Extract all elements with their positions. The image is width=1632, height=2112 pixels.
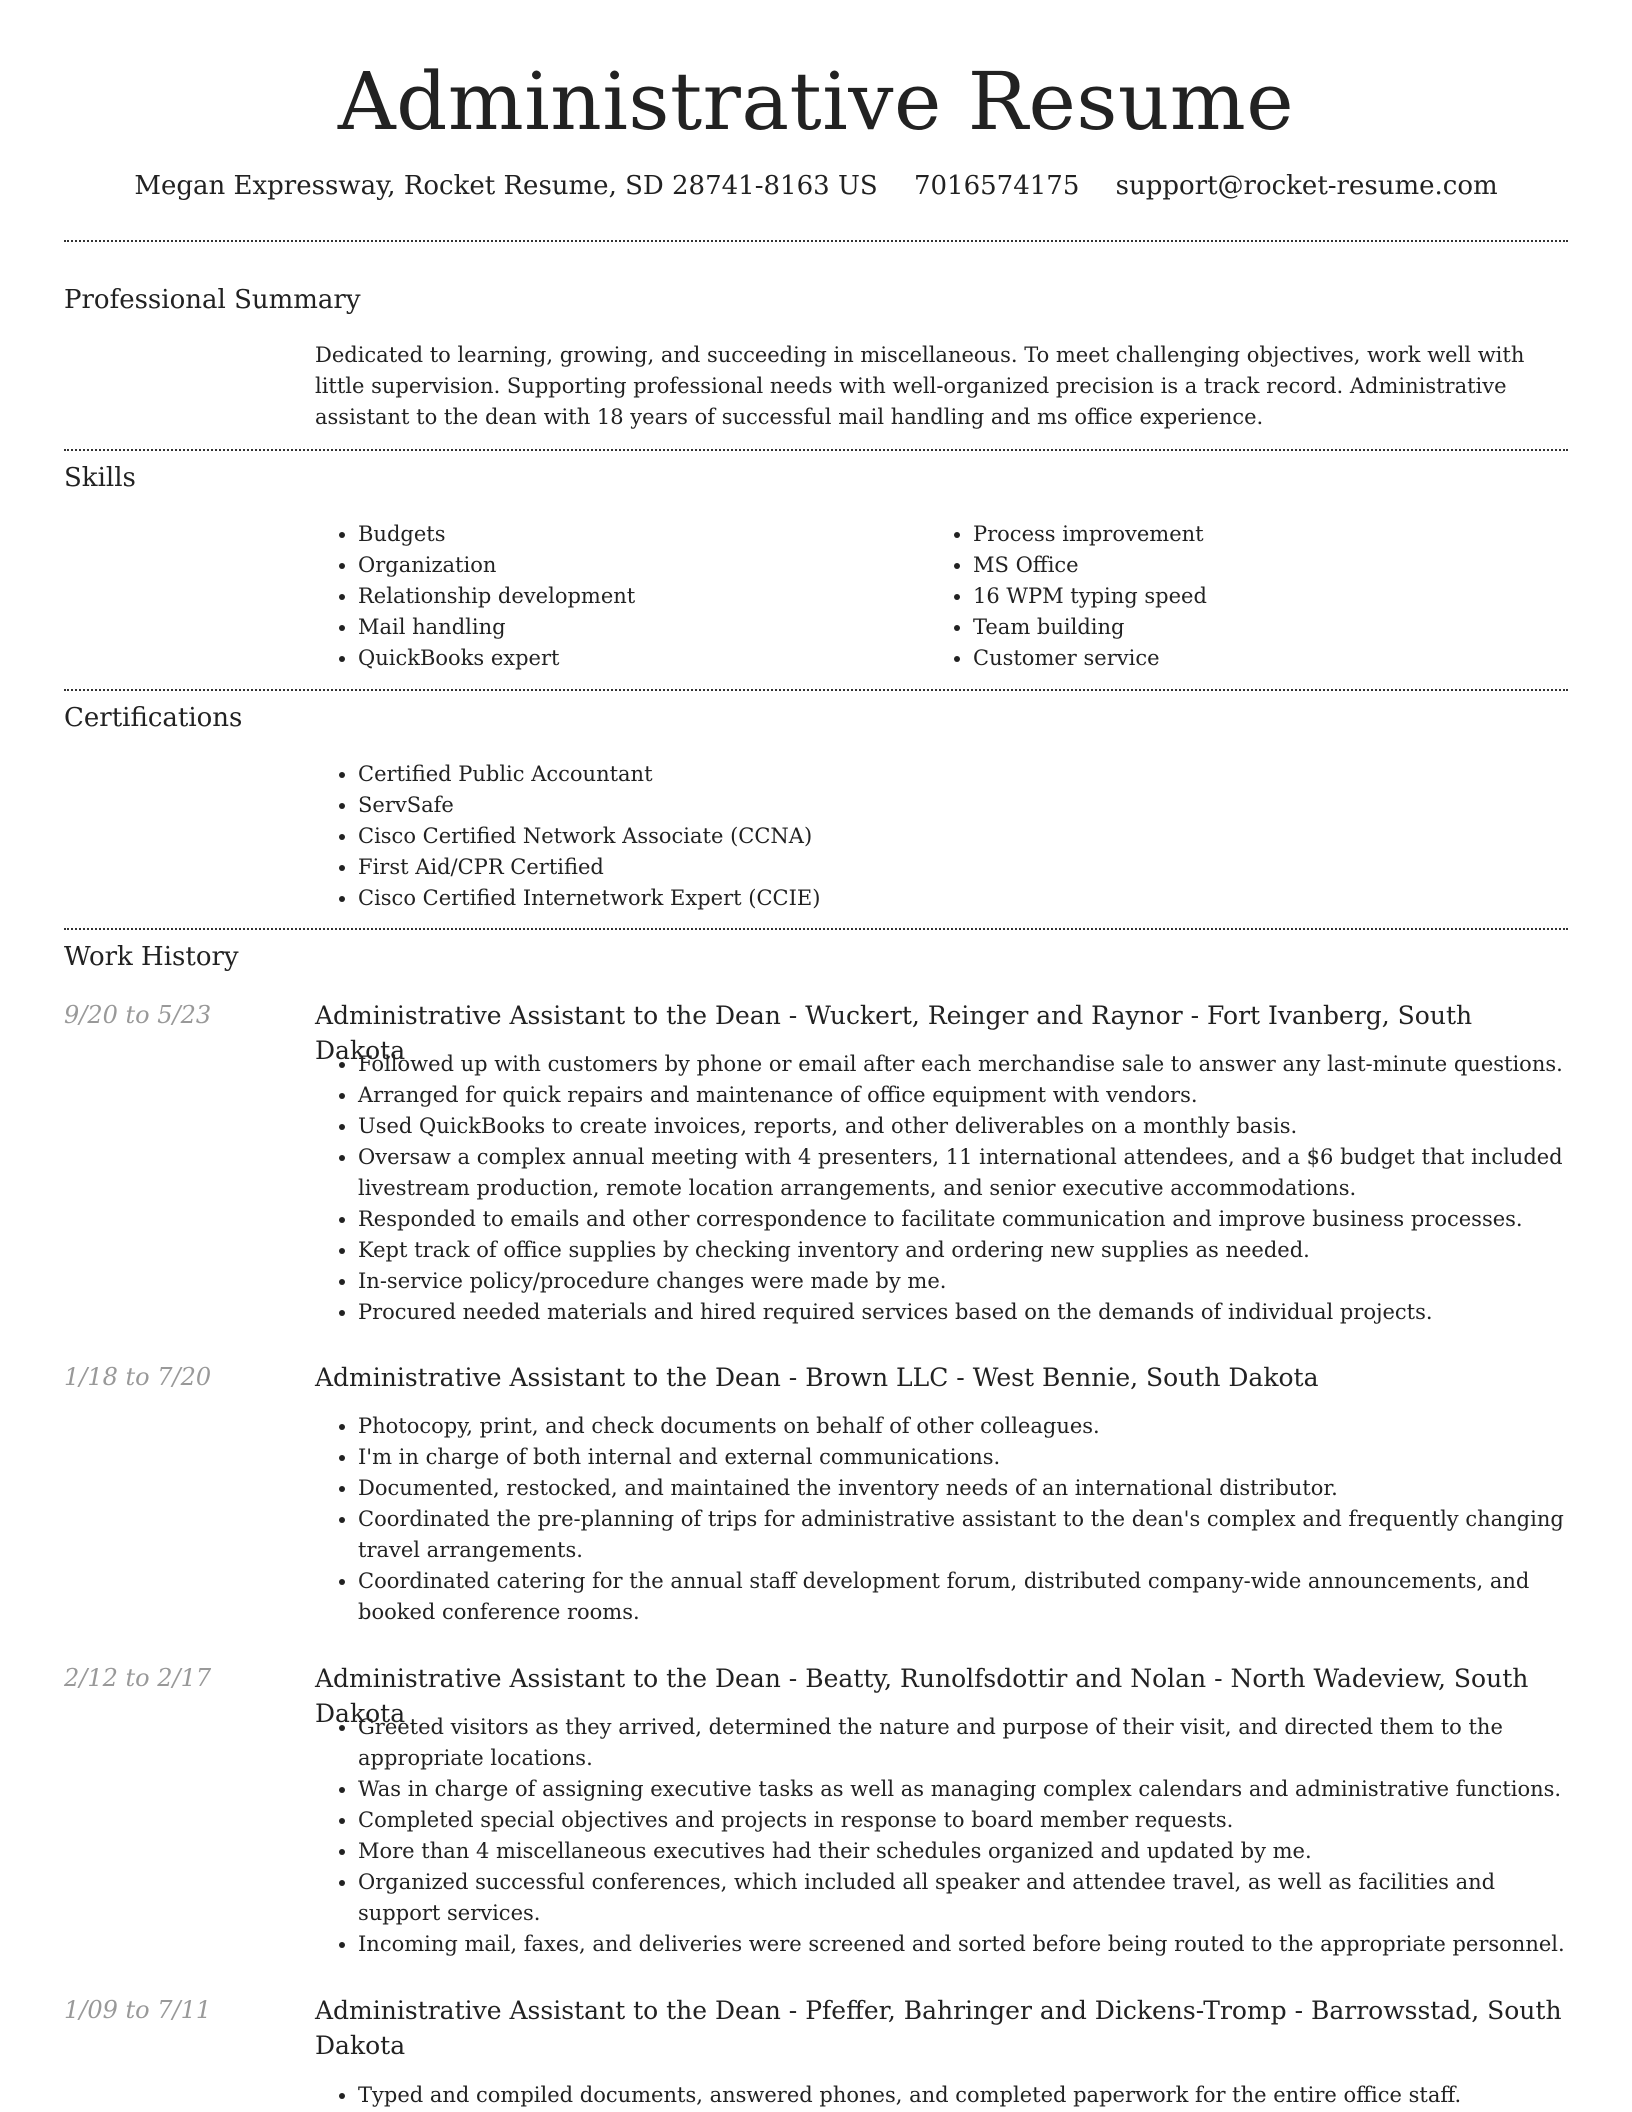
job-title: Administrative Assistant to the Dean - Brown LLC - West Bennie, South Dakota [315,1363,1319,1392]
divider [64,240,1568,242]
skill-item: • Organization [358,550,875,581]
job-duty-item: • Greeted visitors as they arrived, determined the nature and purpose of their visit, and directed them to the appropriate locations. [358,1712,1570,1774]
certifications-heading: Certifications [64,703,243,733]
job-title: Administrative Assistant to the Dean - Wuckert, Reinger and Raynor - Fort Ivanberg, South Dakota [315,1001,1473,1065]
contact-email: support@rocket-resume.com [1115,171,1498,201]
job-duty-item: • Photocopy, print, and check documents on behalf of other colleagues. [358,1411,1570,1442]
certification-item: • First Aid/CPR Certified [358,852,1215,883]
skill-item: • QuickBooks expert [358,643,875,674]
resume-title: Administrative Resume [337,55,1295,148]
job-duty-item: • Used QuickBooks to create invoices, reports, and other deliverables on a monthly basis. [358,1111,1570,1142]
job-title: Administrative Assistant to the Dean - Pfeffer, Bahringer and Dickens-Tromp - Barrowsstad, South Dakota [315,1996,1562,2060]
skills-left-column [315,519,875,674]
job-duty-item: • Organized successful conferences, which included all speaker and attendee travel, as well as facilities and support services. [358,1867,1570,1929]
certification-item: • Cisco Certified Network Associate (CCNA) [358,821,1215,852]
skill-item: • MS Office [973,550,1490,581]
job-duty-item: • Procured needed materials and hired required services based on the demands of individual projects. [358,1297,1570,1328]
job-duty-item: • Arranged for quick repairs and maintenance of office equipment with vendors. [358,1080,1570,1111]
job-duty-item: • Coordinated catering for the annual staff development forum, distributed company-wide announcements, and booked conference rooms. [358,1566,1570,1628]
job-duty-item: • Followed up with customers by phone or email after each merchandise sale to answer any last-minute questions. [358,1049,1570,1080]
job-duty-item: • Completed special objectives and projects in response to board member requests. [358,1805,1570,1836]
contact-phone: 7016574175 [913,171,1080,201]
divider [64,449,1568,451]
contact-line [0,168,1632,204]
contact-address: Megan Expressway, Rocket Resume, SD 28741-8163 US [134,171,878,201]
work-history-heading: Work History [64,942,239,972]
job-duties [315,1712,1570,1960]
job-duty-item: • Was in charge of assigning executive tasks as well as managing complex calendars and administrative functions. [358,1774,1570,1805]
divider [64,689,1568,691]
job-date: 1/18 to 7/20 [64,1363,212,1391]
skill-item: • Process improvement [973,519,1490,550]
job-duty-item: • Incoming mail, faxes, and deliveries were screened and sorted before being routed to the appropriate personnel. [358,1929,1570,1960]
job-duties [315,1411,1570,1628]
job-date: 9/20 to 5/23 [64,1001,212,1029]
job-duty-item: • More than 4 miscellaneous executives had their schedules organized and updated by me. [358,1836,1570,1867]
skill-item: • Budgets [358,519,875,550]
job-duties [315,1049,1570,1328]
job-duty-item: • Oversaw a complex annual meeting with 4 presenters, 11 international attendees, and a $6 budget that included livestream production, remote location arrangements, and senior executive accommodations. [358,1142,1570,1204]
skill-item: • Relationship development [358,581,875,612]
summary-heading: Professional Summary [64,285,361,315]
certification-item: • ServSafe [358,790,1215,821]
job-duty-item: • Coordinated the pre-planning of trips for administrative assistant to the dean's complex and frequently changing travel arrangements. [358,1504,1570,1566]
divider [64,928,1568,930]
job-duty-item: • Responded to emails and other correspondence to facilitate communication and improve business processes. [358,1204,1570,1235]
skills-heading: Skills [64,463,136,493]
job-duty-item: • Documented, restocked, and maintained the inventory needs of an international distributor. [358,1473,1570,1504]
skills-right-column [930,519,1490,674]
job-duties [315,2080,1570,2111]
summary-text: Dedicated to learning, growing, and succeeding in miscellaneous. To meet challenging objectives, work well with little supervision. Supporting professional needs with well-organized precision is a track record. Administrative assistant to the dean with 18 years of successful mail handling and ms office experience. [315,343,1525,429]
job-duty-item: • Typed and compiled documents, answered phones, and completed paperwork for the entire office staff. [358,2080,1570,2111]
job-date: 2/12 to 2/17 [64,1664,212,1692]
certifications-list [315,759,1215,914]
job-duty-item: • In-service policy/procedure changes were made by me. [358,1266,1570,1297]
certification-item: • Certified Public Accountant [358,759,1215,790]
skill-item: • Team building [973,612,1490,643]
job-duty-item: • I'm in charge of both internal and external communications. [358,1442,1570,1473]
job-date: 1/09 to 7/11 [64,1996,212,2024]
skill-item: • 16 WPM typing speed [973,581,1490,612]
job-duty-item: • Kept track of office supplies by checking inventory and ordering new supplies as needed. [358,1235,1570,1266]
skill-item: • Customer service [973,643,1490,674]
certification-item: • Cisco Certified Internetwork Expert (CCIE) [358,883,1215,914]
skill-item: • Mail handling [358,612,875,643]
job-title: Administrative Assistant to the Dean - Beatty, Runolfsdottir and Nolan - North Wadeview, South Dakota [315,1664,1529,1728]
